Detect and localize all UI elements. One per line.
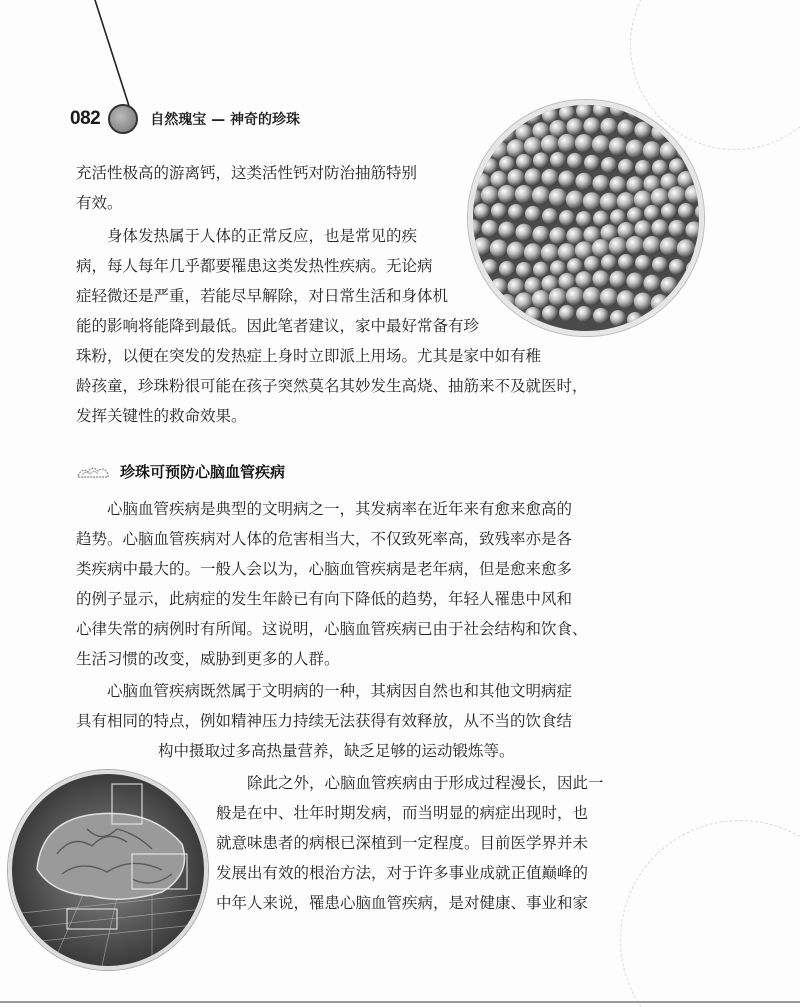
pearl-bead	[634, 122, 651, 139]
pearl-bead	[541, 169, 558, 186]
pearl-bead	[617, 290, 635, 308]
pearl-bead	[473, 175, 474, 192]
text-line: 症轻微还是严重，若能尽早解除，对日常生活和身体机	[76, 287, 449, 305]
pearl-bead	[661, 203, 677, 219]
pearl-bead	[644, 313, 660, 329]
decorative-swirl	[620, 820, 800, 1007]
pearl-bead	[491, 203, 507, 219]
pearl-bead	[549, 188, 567, 206]
page-bottom-rule	[0, 1001, 800, 1003]
pearl-bead	[609, 271, 626, 288]
section-title: 珍珠可预防心脑血管疾病	[120, 463, 286, 481]
pearl-bead	[634, 220, 651, 237]
text-line: 心脑血管疾病既然属于文明病的一种，其病因自然也和其他文明病症	[107, 682, 573, 700]
pearl-bead	[575, 173, 592, 190]
pearl-bead	[678, 203, 694, 219]
pearl-bead	[651, 294, 669, 312]
pearl-bead	[558, 134, 576, 152]
pearl-bead	[575, 134, 593, 152]
pearl-bead	[524, 168, 541, 185]
text-line: 中年人来说，罹患心脑血管疾病，是对健康、事业和家	[216, 894, 589, 912]
pearl-bead	[610, 310, 626, 326]
pearl-bead	[626, 236, 644, 254]
text-line: 心律失常的病例时有所闻。这说明，心脑血管疾病已由于社会结构和饮食、	[76, 620, 588, 638]
pearl-bead	[583, 192, 601, 210]
pearl-bead	[652, 160, 668, 176]
pearl-bead	[473, 160, 481, 176]
pearl-bead	[566, 118, 583, 135]
text-line: 就意味患者的病根已深植到一定程度。目前医学界并未	[216, 834, 589, 852]
pearl-bead	[609, 176, 626, 193]
text-line: 般是在中、壮年时期发病，而当明显的病症出现时，也	[216, 804, 589, 822]
pearl-bead	[635, 255, 651, 271]
pearl-bead	[473, 142, 491, 160]
cloud-ornament-icon	[76, 463, 110, 481]
pearl-bead	[507, 169, 524, 186]
pearl-bead	[499, 156, 515, 172]
pearl-bead	[644, 205, 660, 221]
pearl-bead	[609, 137, 627, 155]
text-line: 类疾病中最大的。一般人会以为，心脑血管疾病是老年病，但是愈来愈多	[76, 560, 573, 578]
text-line: 发挥关键性的救命效果。	[76, 407, 247, 425]
pearl-bead	[498, 185, 516, 203]
page-number: 082	[70, 108, 101, 129]
pearl-bead	[550, 152, 566, 168]
pearl-bead	[516, 154, 532, 170]
pearl-bead	[677, 239, 695, 257]
pearl-bead	[593, 308, 609, 324]
text-line: 除此之外，心脑血管疾病由于形成过程漫长，因此一	[247, 774, 604, 792]
pearl-bead	[593, 211, 609, 227]
pearl-bead	[643, 141, 661, 159]
pearl-bead	[627, 312, 643, 328]
paragraph-2	[76, 221, 588, 431]
pearl-bead	[660, 142, 678, 160]
pearl-bead	[508, 204, 524, 220]
text-line: 身体发热属于人体的正常反应，也是常见的疾	[107, 227, 418, 245]
pearl-bead	[694, 278, 699, 295]
pearl-bead	[635, 160, 651, 176]
pearl-bead	[617, 119, 634, 136]
pearl-bead	[481, 186, 499, 204]
pearl-bead	[626, 140, 644, 158]
pearl-bead	[685, 294, 699, 312]
pearl-bead	[592, 270, 609, 287]
text-line: 发展出有效的根治方法，对于许多事业成就正值巅峰的	[216, 864, 589, 882]
pearl-bead	[567, 153, 583, 169]
pearl-bead	[668, 186, 686, 204]
text-line: 心脑血管疾病是典型的文明病之一，其发病率在近年来有愈来愈高的	[107, 500, 573, 518]
pearl-bead	[592, 135, 610, 153]
paragraph-1	[76, 158, 417, 218]
pearl-bead	[601, 157, 617, 173]
pearl-bead	[677, 278, 694, 295]
text-line: 能的影响将能降到最低。因此笔者建议，家中最好常备有珍	[76, 317, 480, 335]
pearl-bead	[532, 186, 550, 204]
pearl-bead	[643, 236, 661, 254]
pearl-bead	[473, 141, 474, 159]
pearl-bead	[652, 257, 668, 273]
pearl-bead	[661, 313, 677, 329]
pearl-bead	[474, 203, 490, 219]
pearl-bead	[669, 259, 685, 275]
text-line: 趋势。心脑血管疾病对人体的危害相当大，不仅致死率高，致残率亦是各	[76, 530, 573, 548]
text-line: 有效。	[76, 194, 123, 212]
pearl-bead	[677, 141, 695, 159]
pearl-bead	[651, 219, 668, 236]
text-line: 珠粉，以便在突发的发热症上身时立即派上用场。尤其是家中如有稚	[76, 347, 542, 365]
pearl-bead	[694, 169, 699, 186]
text-line: 生活习惯的改变，威胁到更多的人群。	[76, 650, 340, 668]
pearl-bead	[660, 237, 678, 255]
text-line: 具有相同的特点，例如精神压力持续无法获得有效释放，从不当的饮食结	[76, 712, 573, 730]
text-line: 的例子显示，此病症的发生年龄已有向下降低的趋势，年轻人罹患中风和	[76, 590, 573, 608]
pearl-bead	[566, 191, 584, 209]
gray-circle-icon	[108, 104, 138, 134]
paragraph-4	[76, 676, 572, 766]
pearl-bead	[525, 206, 541, 222]
text-line: 构中摄取过多高热量营养，缺乏足够的运动锻炼等。	[158, 742, 515, 760]
pearl-bead	[695, 309, 699, 325]
chapter-title: 自然瑰宝 — 神奇的珍珠	[150, 112, 300, 128]
pearl-bead	[515, 185, 533, 203]
pearl-bead	[668, 220, 685, 237]
paragraph-5	[216, 768, 604, 918]
text-line: 充活性极高的游离钙，这类活性钙对防治抽筋特别	[76, 164, 418, 182]
pearl-bead	[678, 311, 694, 327]
text-line: 病，每人每年几乎都要罹患这类发热性疾病。无论病	[76, 257, 433, 275]
pearl-bead	[592, 175, 609, 192]
pearl-bead	[618, 254, 634, 270]
text-line: 龄孩童，珍珠粉很可能在孩子突然莫名其妙发生高烧、抽筋来不及就医时，	[76, 377, 588, 395]
pearl-bead	[643, 275, 660, 292]
page-header	[70, 104, 300, 134]
pearl-bead	[600, 288, 618, 306]
pearl-bead	[601, 254, 617, 270]
pearl-bead	[584, 155, 600, 171]
pearl-bead	[600, 118, 617, 135]
pearl-bead	[609, 237, 627, 255]
pearl-bead	[660, 277, 677, 294]
pearl-bead	[626, 272, 643, 289]
pearl-bead	[541, 135, 559, 153]
pearl-bead	[558, 171, 575, 188]
pearl-bead	[533, 152, 549, 168]
pearl-bead	[634, 292, 652, 310]
paragraph-3	[76, 494, 588, 674]
section-heading	[76, 461, 285, 482]
pearl-bead	[583, 117, 600, 134]
brain-scan-photo	[8, 770, 208, 970]
pearl-bead	[618, 159, 634, 175]
pearl-bead	[600, 193, 618, 211]
pearl-bead	[668, 295, 686, 313]
